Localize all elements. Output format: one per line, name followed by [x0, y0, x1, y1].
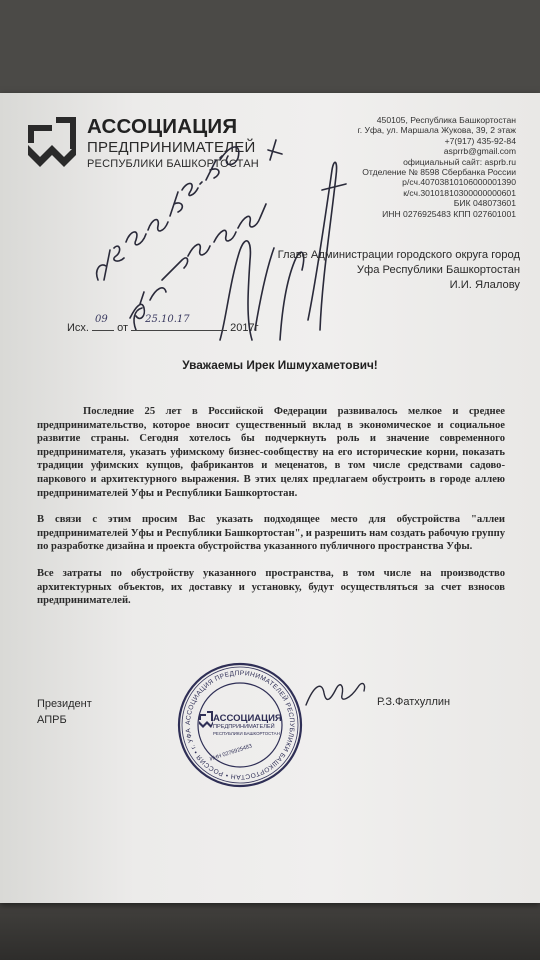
body-paragraph: Последние 25 лет в Российской Федерации развивалось мелкое и среднее предпринимательство, которое вносит существенный вклад в экономическое и социальное развитие страны. Сегодня хотелось бы подчеркнуть роль и значение современного предпринимателя, указать уфимскому бизнес-сообществу на его исторические корни, показать традиции уфимских купцов, фабрикантов и меценатов, в том числе средствами садово-паркового и архитектурного выражения. В этих целях предлагаем обустроить в городе аллею предпринимателей Уфы и Республики Башкортостан.	[37, 406, 505, 499]
requisite-line: официальный сайт: asprb.ru	[403, 156, 516, 167]
outgoing-number-field	[92, 314, 114, 331]
outgoing-date-value: 25.10.17	[145, 314, 190, 325]
handwritten-signature	[300, 675, 380, 715]
handwritten-resolution	[70, 130, 360, 350]
requisite-line: Отделение № 8598 Сбербанка России	[362, 167, 516, 178]
background-top	[0, 0, 540, 100]
outgoing-number	[67, 314, 259, 334]
requisite-line: БИК 048073601	[453, 198, 516, 209]
body-paragraph: В связи с этим просим Вас указать подходящее место для обустройства "аллеи предпринимателей Уфы и Республики Башкортостан", и разрешить нам создать рабочую группу по разработке дизайна и проекта обустройства указанного публичного пространства Уфы.	[37, 514, 505, 553]
requisite-line: 450105, Республика Башкортостан	[376, 115, 516, 125]
outgoing-year: 2017г	[230, 322, 259, 334]
greeting: Уважаемы Ирек Ишмухаметович!	[182, 358, 378, 372]
addressee-line: Главе Администрации городского округа город	[277, 249, 520, 261]
outgoing-number-value: 09	[95, 314, 108, 325]
outgoing-prefix: Исх.	[67, 322, 89, 334]
organization-stamp	[175, 660, 305, 790]
letter-body	[37, 405, 505, 621]
signatory-title	[37, 696, 92, 728]
stamp-org-line1: АССОЦИАЦИЯ	[213, 713, 282, 724]
outgoing-date-field	[131, 314, 227, 331]
stamp-org-line3: РЕСПУБЛИКИ БАШКОРТОСТАН	[213, 731, 280, 736]
signatory-name: Р.З.Фатхуллин	[377, 696, 451, 708]
body-paragraph: Все затраты по обустройству указанного пространства, в том числе на производство архитектурных объектов, их доставку и установку, будут осуществляться за счет взносов предпринимателей.	[37, 567, 505, 607]
svg-text:АССОЦИАЦИЯ ПРЕДПРИНИМАТЕЛЕЙ РЕ: АССОЦИАЦИЯ ПРЕДПРИНИМАТЕЛЕЙ РЕСПУБЛИКИ БАШКОРТОСТАН • РОССИЯ • г. УФА	[184, 669, 296, 781]
org-name-line1: АССОЦИАЦИЯ	[87, 115, 238, 138]
requisite-line: г. Уфа, ул. Маршала Жукова, 39, 2 этаж	[357, 125, 516, 136]
org-name-line2: ПРЕДПРИНИМАТЕЛЕЙ	[87, 139, 256, 156]
requisite-line: ИНН 0276925483 КПП 027601001	[382, 208, 516, 219]
requisite-line: asprrb@gmail.com	[443, 146, 516, 157]
signatory-title-line2: АПРБ	[37, 714, 67, 726]
outgoing-from-label: от	[117, 322, 129, 334]
requisite-line: +7(917) 435-92-84	[444, 135, 516, 146]
signatory-title-line1: Президент	[37, 698, 92, 710]
requisite-line: к/сч.30101810300000000601	[403, 187, 516, 198]
stamp-inn: ИНН 0276925483	[209, 743, 253, 763]
addressee-line: Уфа Республики Башкортостан	[356, 264, 520, 276]
stamp-org-line2: ПРЕДПРИНИМАТЕЛЕЙ	[213, 724, 275, 730]
org-name-line3: РЕСПУБЛИКИ БАШКОРТОСТАН	[87, 158, 259, 170]
addressee-line: И.И. Ялалову	[449, 279, 520, 291]
requisite-line: р/сч.40703810106000001390	[402, 177, 516, 188]
addressee-block	[250, 248, 520, 293]
